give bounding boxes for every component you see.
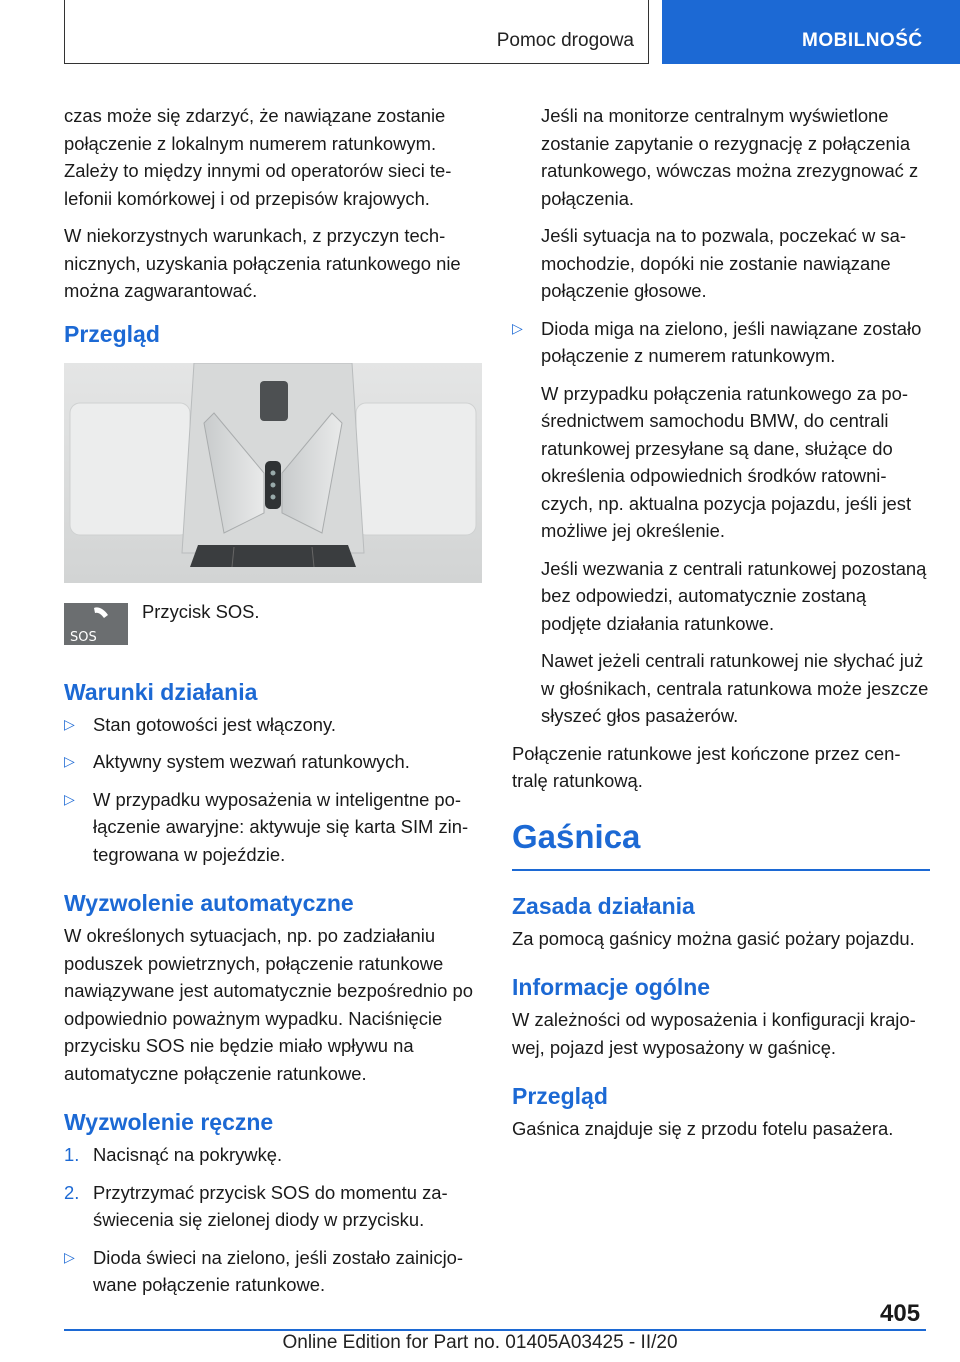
condition-item: ▷ Stan gotowości jest włączony. xyxy=(64,711,482,739)
triangle-bullet-icon: ▷ xyxy=(64,753,75,769)
extinguisher-overview-heading: Przegląd xyxy=(512,1083,608,1109)
triangle-bullet-icon: ▷ xyxy=(64,1248,75,1265)
step-number: 1. xyxy=(64,1144,80,1165)
extinguisher-overview-text: Gaśnica znajduje się z przodu fotelu pasażera. xyxy=(512,1118,894,1139)
conditions-heading: Warunki działania xyxy=(64,678,258,705)
page-number: 405 xyxy=(880,1300,921,1327)
intro-paragraph-1: czas może się zdarzyć, że nawiązane zostanie połączenie z lokalnym numerem ratunkowym. Zależy to między innymi od operatorów sieci telefonii komórkowej i od przepisów krajowych. xyxy=(64,105,452,209)
intro-paragraph-2: W niekorzystnych warunkach, z przyczyn technicznych, uzyskania połączenia ratunkowego nie można zagwarantować. xyxy=(64,225,461,301)
sub-paragraph-2: Jeśli wezwania z centrali ratunkowej pozostaną bez odpowiedzi, automatycznie zostaną podjęte działania ratunkowe. xyxy=(541,557,927,634)
step-number: 2. xyxy=(64,1181,80,1203)
sub-paragraph-1: W przypadku połączenia ratunkowego za pośrednictwem samochodu BMW, do centrali ratunkowej przesyłane są dane, służące do określenia odpowiednich środków ratowniczych, np. aktualna pozycja pojazdu, jeśli jest możliwe jej określenie. xyxy=(541,382,912,541)
footer-edition: Online Edition for Part no. 01405A03425 - II/20 xyxy=(282,1332,678,1353)
general-info-heading: Informacje ogólne xyxy=(512,974,711,1000)
result-item: ▷ Dioda świeci na zielono, jeśli zostało zainicjowane połączenie ratunkowe. xyxy=(64,1244,482,1299)
extinguisher-heading: Gaśnica xyxy=(512,815,930,871)
left-column xyxy=(64,102,482,1309)
auto-trigger-heading: Wyzwolenie automatyczne xyxy=(64,890,354,916)
auto-trigger-text: W określonych sytuacjach, np. po zadziałaniu poduszek powietrznych, połączenie ratunkowe nawiązywane jest automatycznie bezpośrednio po odpowiednio poważnym wypadku. Naciśnięcie przycisku SOS nie będzie miało wpływu na automatyczne połączenie ratunkowe. xyxy=(64,925,473,1084)
sos-icon-text: SOS xyxy=(70,629,97,645)
triangle-bullet-icon: ▷ xyxy=(512,319,523,336)
condition-item: ▷ W przypadku wyposażenia w inteligentne połączenie awaryjne: aktywuje się karta SIM zintegrowana w pojeździe. xyxy=(64,786,482,869)
manual-trigger-heading: Wyzwolenie ręczne xyxy=(64,1109,274,1135)
header-chapter-tab xyxy=(662,0,960,64)
blink-item: ▷ Dioda miga na zielono, jeśli nawiązane zostało połączenie z numerem ratunkowym. xyxy=(512,315,930,370)
header-section-box xyxy=(64,0,649,64)
header-section-title: Pomoc drogowa xyxy=(496,30,634,51)
sub-paragraph-3: Nawet jeżeli centrali ratunkowej nie słychać już w głośnikach, centrala ratunkowa może jeszcze słyszeć głos pasażerów. xyxy=(541,650,929,726)
sos-caption-row xyxy=(64,597,482,657)
sos-phone-icon xyxy=(64,603,128,645)
continuation-paragraph-1: Jeśli na monitorze centralnym wyświetlone zostanie zapytanie o rezygnację z połączenia ratunkowego, wówczas można zrezygnować z połączenia. xyxy=(541,105,919,209)
condition-item: ▷ Aktywny system wezwań ratunkowych. xyxy=(64,748,482,776)
triangle-bullet-icon: ▷ xyxy=(64,790,75,807)
step-item: 1. Nacisnąć na pokrywkę. xyxy=(64,1141,482,1169)
header-chapter-title: MOBILNOŚĆ xyxy=(802,30,923,51)
footer-divider xyxy=(64,1329,926,1331)
continuation-paragraph-2: Jeśli sytuacja na to pozwala, poczekać w samochodzie, dopóki nie zostanie nawiązane połączenie głosowe. xyxy=(541,225,906,301)
overview-heading: Przegląd xyxy=(64,320,160,347)
triangle-bullet-icon: ▷ xyxy=(64,715,75,732)
end-paragraph: Połączenie ratunkowe jest kończone przez centralę ratunkową. xyxy=(512,742,901,791)
principle-text: Za pomocą gaśnicy można gasić pożary pojazdu. xyxy=(512,927,915,949)
right-column xyxy=(512,102,930,1153)
general-info-text: W zależności od wyposażenia i konfiguracji krajowej, pojazd jest wyposażony w gaśnicę. xyxy=(512,1009,916,1058)
principle-heading: Zasada działania xyxy=(512,892,695,919)
sos-caption: Przycisk SOS. xyxy=(142,600,260,622)
sos-console-photo xyxy=(64,363,482,583)
step-item: 2. Przytrzymać przycisk SOS do momentu zaświecenia się zielonej diody w przycisku. xyxy=(64,1179,482,1234)
